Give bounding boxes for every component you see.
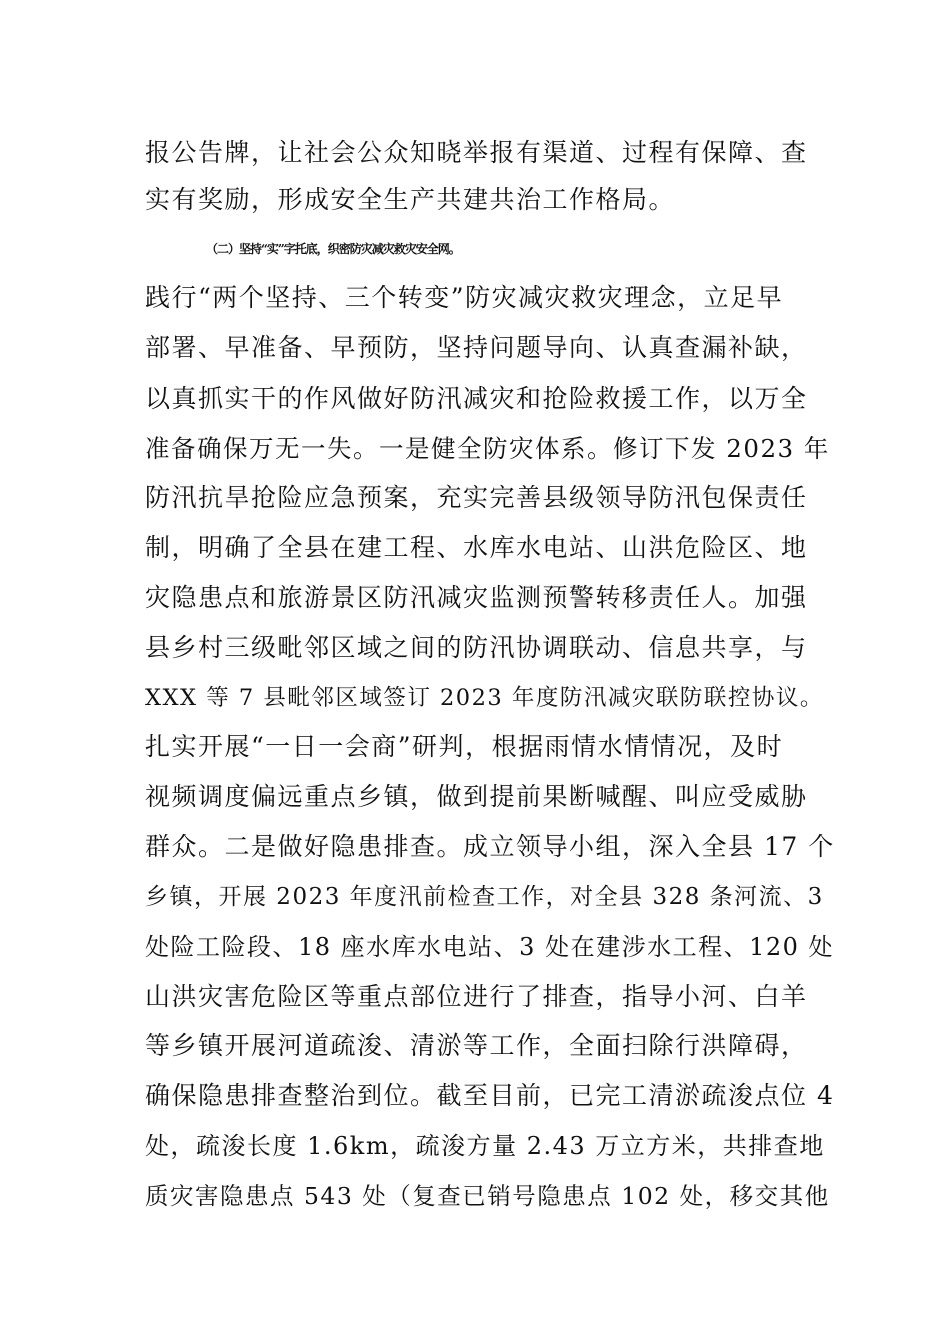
body-text-line: 群众。二是做好隐患排查。成立领导小组，深入全县 17 个 [145, 832, 835, 861]
body-text-line: 以真抓实干的作风做好防汛减灾和抢险救援工作，以万全 [145, 384, 808, 413]
body-text-line: 视频调度偏远重点乡镇，做到提前果断喊醒、叫应受威胁 [145, 782, 808, 811]
body-text-line: 灾隐患点和旅游景区防汛减灾监测预警转移责任人。加强 [145, 583, 808, 612]
body-text-line: 等乡镇开展河道疏浚、清淤等工作，全面扫除行洪障碍， [145, 1031, 808, 1060]
body-text-line: 防汛抗旱抢险应急预案，充实完善县级领导防汛包保责任 [145, 483, 808, 512]
body-text-line: 践行“两个坚持、三个转变”防灾减灾救灾理念，立足早 [145, 283, 784, 312]
body-text-line: 扎实开展“一日一会商”研判，根据雨情水情情况，及时 [145, 732, 784, 761]
body-text-line: 准备确保万无一失。一是健全防灾体系。修订下发 2023 年 [145, 434, 830, 463]
body-text-line: 报公告牌，让社会公众知晓举报有渠道、过程有保障、查 [145, 138, 808, 167]
body-text-line: 山洪灾害危险区等重点部位进行了排查，指导小河、白羊 [145, 982, 808, 1011]
section-heading: （二）坚持“实”字托底，织密防灾减灾救灾安全网。 [206, 242, 460, 256]
body-text-line: 乡镇，开展 2023 年度汛前检查工作，对全县 328 条河流、3 [145, 884, 824, 910]
body-text-line: 实有奖励，形成安全生产共建共治工作格局。 [145, 185, 676, 214]
body-text-line: 质灾害隐患点 543 处（复查已销号隐患点 102 处，移交其他 [145, 1182, 830, 1210]
body-text-line: 处险工险段、18 座水库水电站、3 处在建涉水工程、120 处 [145, 933, 835, 961]
body-text-line: 部署、早准备、早预防，坚持问题导向、认真查漏补缺， [145, 333, 808, 362]
body-text-line: XXX 等 7 县毗邻区域签订 2023 年度防汛减灾联防联控协议。 [145, 685, 824, 711]
body-text-line: 制，明确了全县在建工程、水库水电站、山洪危险区、地 [145, 533, 808, 562]
body-text-line: 县乡村三级毗邻区域之间的防汛协调联动、信息共享，与 [145, 633, 808, 662]
body-text-line: 确保隐患排查整治到位。截至目前，已完工清淤疏浚点位 4 [145, 1081, 835, 1110]
body-text-line: 处，疏浚长度 1.6km，疏浚方量 2.43 万立方米，共排查地 [145, 1132, 825, 1160]
